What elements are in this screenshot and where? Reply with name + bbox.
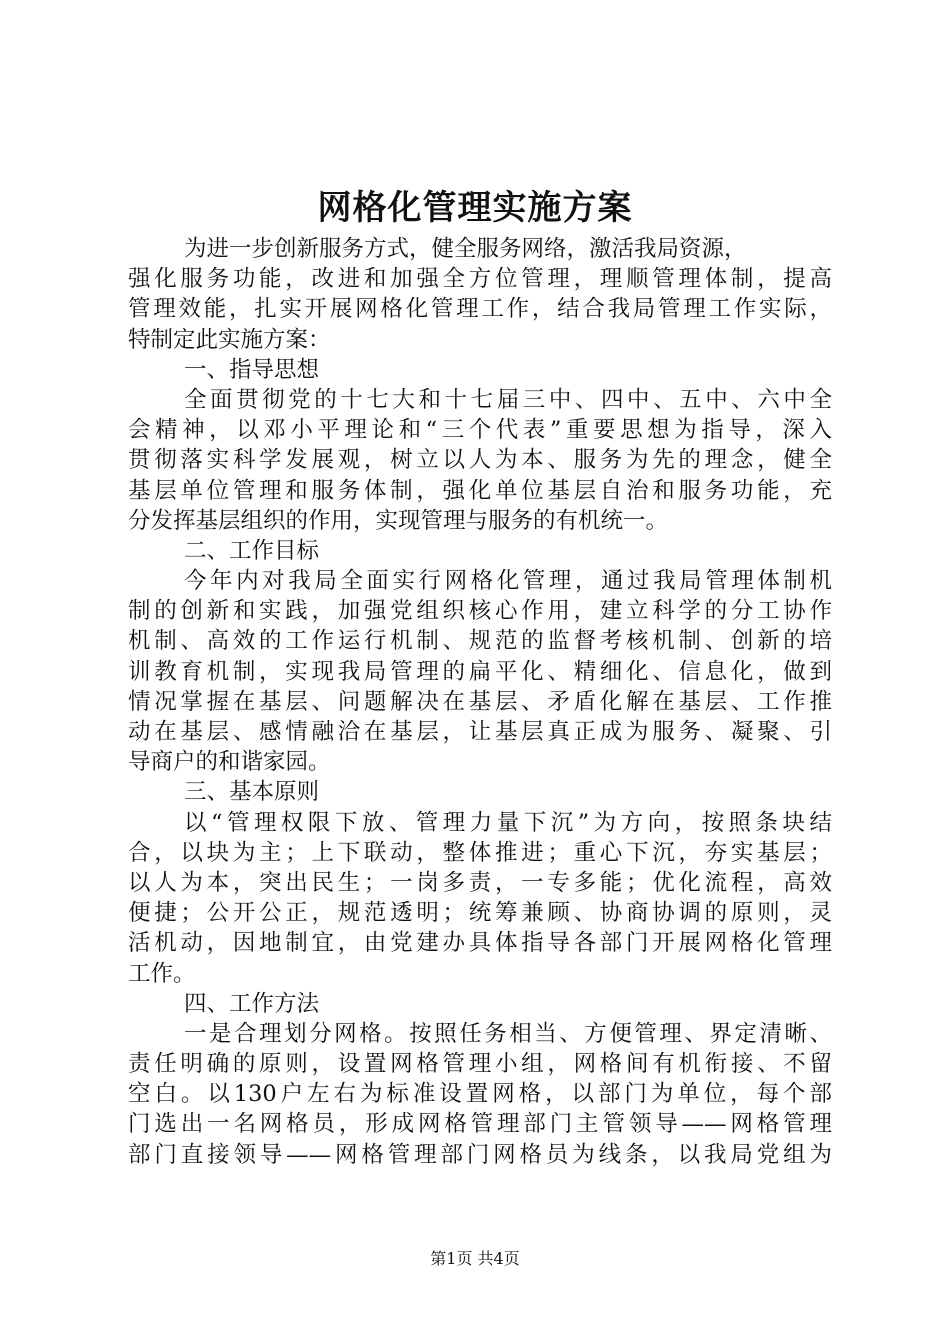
body-line: 制的创新和实践，加强党组织核心作用，建立科学的分工协作	[128, 598, 832, 625]
body-line: 全面贯彻党的十七大和十七届三中、四中、五中、六中全	[184, 386, 832, 413]
body-line: 导商户的和谐家园。	[128, 749, 331, 776]
body-line: 会精神，以邓小平理论和“三个代表”重要思想为指导，深入	[128, 417, 832, 444]
body-line: 以人为本，突出民生；一岗多责，一专多能；优化流程，高效	[128, 869, 832, 896]
body-line: 强化服务功能，改进和加强全方位管理，理顺管理体制，提高	[128, 266, 832, 293]
body-line: 部门直接领导——网格管理部门网格员为线条，以我局党组为	[128, 1141, 832, 1168]
body-line: 活机动，因地制宜，由党建办具体指导各部门开展网格化管理	[128, 930, 832, 957]
body-line: 三、基本原则	[184, 779, 320, 806]
body-line: 动在基层、感情融洽在基层，让基层真正成为服务、凝聚、引	[128, 719, 832, 745]
body-line: 门选出一名网格员，形成网格管理部门主管领导——网格管理	[128, 1111, 832, 1138]
body-line: 为进一步创新服务方式，健全服务网络，激活我局资源，	[184, 236, 747, 262]
document-title: 网格化管理实施方案	[317, 188, 633, 228]
body-line: 情况掌握在基层、问题解决在基层、矛盾化解在基层、工作推	[128, 688, 832, 715]
body-line: 机制、高效的工作运行机制、规范的监督考核机制、创新的培	[128, 628, 832, 655]
body-line: 空白。以130户左右为标准设置网格，以部门为单位，每个部	[128, 1081, 832, 1108]
body-line: 四、工作方法	[184, 990, 320, 1017]
body-line: 今年内对我局全面实行网格化管理，通过我局管理体制机	[184, 568, 832, 595]
body-line: 特制定此实施方案：	[128, 326, 331, 353]
body-line: 管理效能，扎实开展网格化管理工作，结合我局管理工作实际，	[128, 296, 832, 323]
body-line: 分发挥基层组织的作用，实现管理与服务的有机统一。	[128, 507, 669, 534]
body-line: 二、工作目标	[184, 537, 320, 564]
body-line: 以“管理权限下放、管理力量下沉”为方向，按照条块结	[184, 809, 832, 836]
body-line: 工作。	[128, 960, 196, 987]
body-line: 便捷；公开公正，规范透明；统筹兼顾、协商协调的原则，灵	[128, 900, 832, 927]
body-line: 合，以块为主；上下联动，整体推进；重心下沉，夯实基层；	[128, 839, 832, 866]
body-line: 贯彻落实科学发展观，树立以人为本、服务为先的理念，健全	[128, 447, 832, 474]
body-line: 基层单位管理和服务体制，强化单位基层自治和服务功能，充	[128, 477, 832, 504]
body-line: 训教育机制，实现我局管理的扁平化、精细化、信息化，做到	[128, 658, 832, 685]
page-footer: 第1页 共4页	[430, 1249, 520, 1268]
body-line: 一、指导思想	[184, 356, 320, 383]
body-line: 一是合理划分网格。按照任务相当、方便管理、界定清晰、	[184, 1020, 832, 1047]
document-body	[128, 234, 832, 1170]
body-line: 责任明确的原则，设置网格管理小组，网格间有机衔接、不留	[128, 1051, 832, 1078]
